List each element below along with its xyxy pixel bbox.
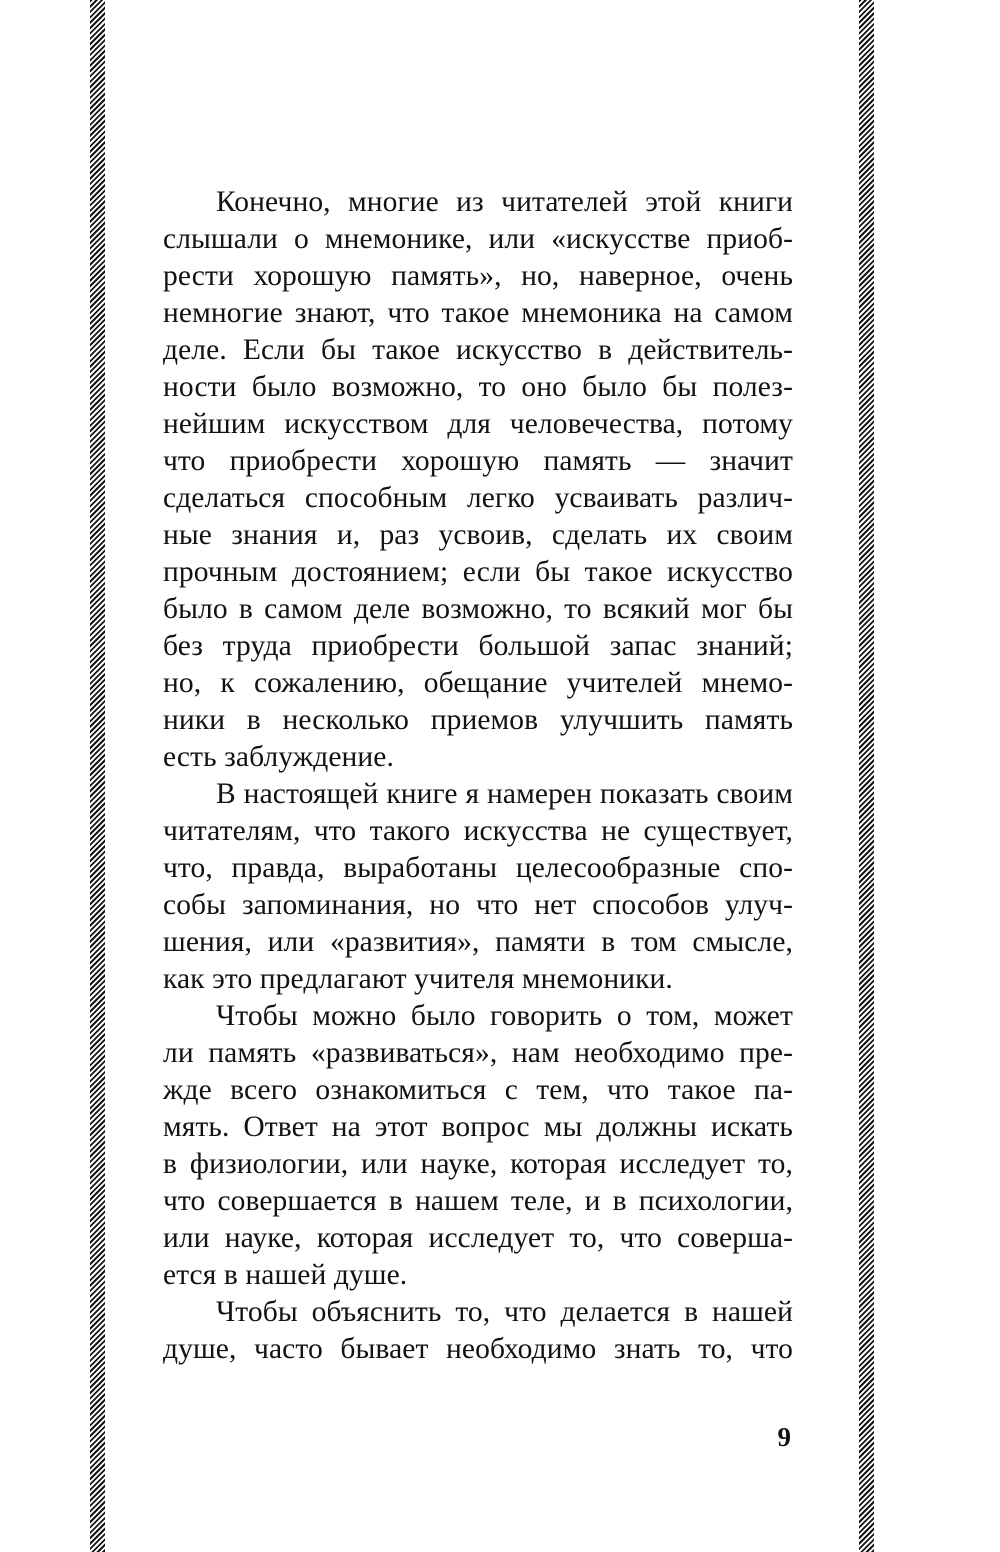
text-line: рести хорошую память», но, наверное, очень — [163, 260, 793, 292]
paragraph — [163, 1294, 793, 1368]
text-line: сделаться способным легко усваивать различ- — [163, 482, 793, 514]
text-line: ники в несколько приемов улучшить память — [163, 704, 793, 736]
paragraph — [163, 998, 793, 1294]
text-line: жде всего ознакомиться с тем, что такое па- — [163, 1074, 793, 1106]
text-line: Чтобы объяснить то, что делается в нашей — [216, 1296, 793, 1328]
text-line: было в самом деле возможно, то всякий мог бы — [163, 593, 793, 625]
text-line: прочным достоянием; если бы такое искусство — [163, 556, 793, 588]
text-line: но, к сожалению, обещание учителей мнемо- — [163, 667, 793, 699]
text-line: Чтобы можно было говорить о том, может — [216, 1000, 793, 1032]
paragraph — [163, 776, 793, 998]
text-line: шения, или «развития», памяти в том смысле, — [163, 926, 793, 958]
text-line: читателям, что такого искусства не существует, — [163, 815, 793, 847]
text-line: что совершается в нашем теле, и в психологии, — [163, 1185, 793, 1217]
text-line: В настоящей книге я намерен показать своим — [216, 778, 793, 810]
text-line: нейшим искусством для человечества, потому — [163, 408, 793, 440]
text-line: что приобрести хорошую память — значит — [163, 445, 793, 477]
text-line: ные знания и, раз усвоив, сделать их своим — [163, 519, 793, 551]
text-line: есть заблуждение. — [163, 741, 394, 773]
text-line: душе, часто бывает необходимо знать то, что — [163, 1333, 793, 1365]
text-line: ности было возможно, то оно было бы полез- — [163, 371, 793, 403]
text-line: или науке, которая исследует то, что соверша- — [163, 1222, 793, 1254]
text-line: ется в нашей душе. — [163, 1259, 408, 1291]
text-line: немногие знают, что такое мнемоника на самом — [163, 297, 793, 329]
paragraph — [163, 184, 793, 776]
text-line: ли память «развиваться», нам необходимо пре- — [163, 1037, 793, 1069]
text-line: мять. Ответ на этот вопрос мы должны искать — [163, 1111, 793, 1143]
text-line: Конечно, многие из читателей этой книги — [216, 186, 793, 218]
text-line: без труда приобрести большой запас знаний; — [163, 630, 793, 662]
text-line: деле. Если бы такое искусство в действитель- — [163, 334, 793, 366]
text-line: в физиологии, или науке, которая исследует то, — [163, 1148, 793, 1180]
text-line: что, правда, выработаны целесообразные спо- — [163, 852, 793, 884]
page-number: 9 — [777, 1422, 791, 1452]
text-line: слышали о мнемонике, или «искусстве приоб- — [163, 223, 793, 255]
right-border-hatch-ornament — [859, 0, 874, 1552]
left-border-hatch-ornament — [90, 0, 105, 1552]
text-line: как это предлагают учителя мнемоники. — [163, 963, 673, 995]
page-text-block — [163, 184, 793, 1368]
text-line: собы запоминания, но что нет способов улуч- — [163, 889, 793, 921]
